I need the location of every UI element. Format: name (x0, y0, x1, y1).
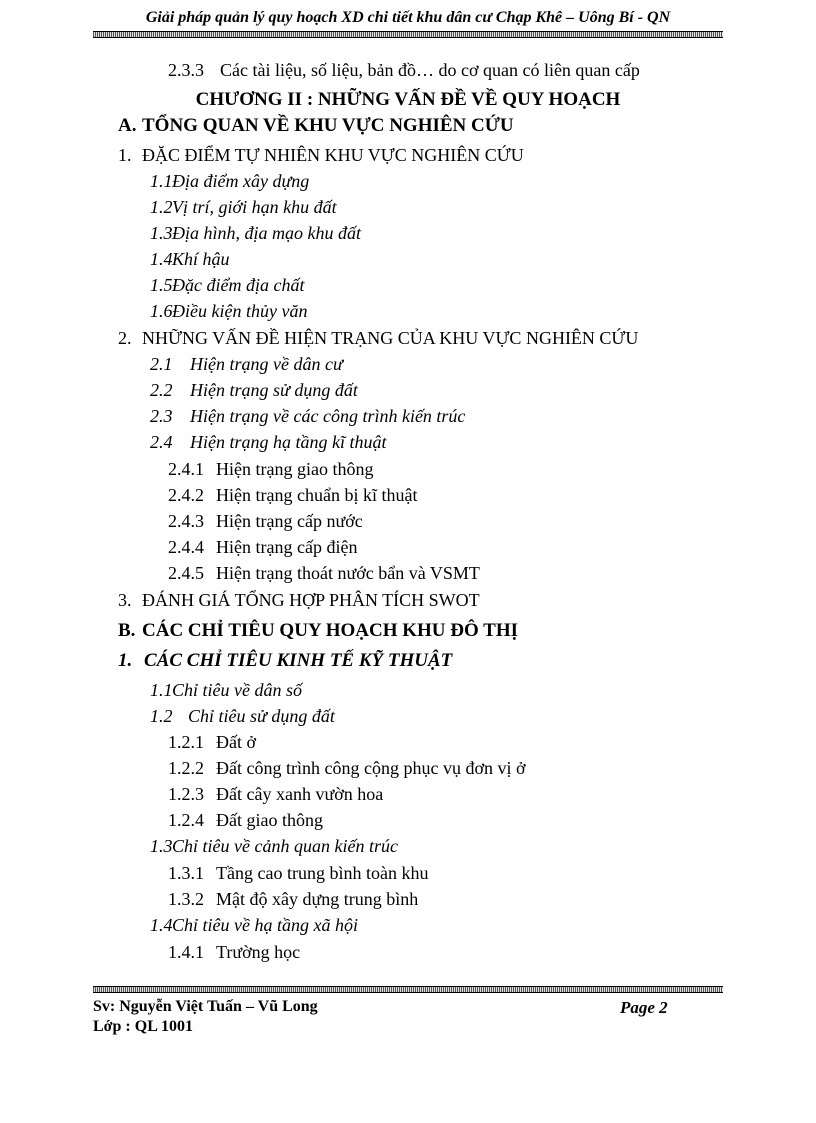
toc-entry: 2. NHỮNG VẤN ĐỀ HIỆN TRẠNG CỦA KHU VỰC NGHIÊN CỨU (118, 328, 639, 348)
toc-entry: 1.2.3 Đất cây xanh vườn hoa (168, 784, 384, 804)
toc-entry: 1.3.2 Mật độ xây dựng trung bình (168, 889, 419, 909)
toc-entry: 2.1 Hiện trạng về dân cư (150, 354, 343, 374)
page-header-title: Giải pháp quản lý quy hoạch XD chi tiết khu dân cư Chạp Khê – Uông Bí - QN (145, 9, 671, 26)
toc-entry: 1. ĐẶC ĐIỂM TỰ NHIÊN KHU VỰC NGHIÊN CỨU (118, 145, 524, 165)
toc-section-heading: A. TỔNG QUAN VỀ KHU VỰC NGHIÊN CỨU (118, 115, 514, 136)
toc-entry: 1.1Địa điểm xây dựng (150, 171, 310, 191)
toc-entry: 1.4Khí hậu (150, 249, 230, 269)
toc-entry: 1.4Chỉ tiêu về hạ tầng xã hội (150, 915, 358, 935)
footer-class: Lớp : QL 1001 (93, 1018, 193, 1035)
page-number: Page 2 (620, 998, 668, 1017)
toc-entry: 1.2Vị trí, giới hạn khu đất (150, 197, 337, 217)
toc-entry: 3. ĐÁNH GIÁ TỔNG HỢP PHÂN TÍCH SWOT (118, 590, 480, 610)
footer-divider (93, 986, 723, 993)
toc-entry: 2.4.5 Hiện trạng thoát nước bẩn và VSMT (168, 563, 480, 583)
toc-entry: 1.3Chỉ tiêu về cảnh quan kiến trúc (150, 836, 398, 856)
toc-section-heading: 1. CÁC CHỈ TIÊU KINH TẾ KỸ THUẬT (118, 650, 453, 671)
toc-section-heading: B. CÁC CHỈ TIÊU QUY HOẠCH KHU ĐÔ THỊ (118, 620, 519, 641)
toc-entry: 2.4 Hiện trạng hạ tầng kĩ thuật (150, 432, 387, 452)
toc-entry: 1.1Chỉ tiêu về dân số (150, 680, 302, 700)
header-divider (93, 31, 723, 38)
toc-entry: 1.3.1 Tầng cao trung bình toàn khu (168, 863, 429, 883)
footer-author: Sv: Nguyễn Việt Tuấn – Vũ Long (93, 998, 318, 1015)
toc-entry: 2.4.3 Hiện trạng cấp nước (168, 511, 363, 531)
toc-entry: 1.6Điều kiện thủy văn (150, 301, 308, 321)
toc-entry: 2.3 Hiện trạng về các công trình kiến trúc (150, 406, 466, 426)
toc-entry: 1.2.4 Đất giao thông (168, 810, 323, 830)
toc-entry: 2.4.2 Hiện trạng chuẩn bị kĩ thuật (168, 485, 418, 505)
toc-entry: 1.2 Chỉ tiêu sử dụng đất (150, 706, 335, 726)
toc-entry: 2.2 Hiện trạng sử dụng đất (150, 380, 358, 400)
toc-entry: 2.4.1 Hiện trạng giao thông (168, 459, 374, 479)
toc-entry: 1.2.2 Đất công trình công cộng phục vụ đơn vị ở (168, 758, 526, 778)
chapter-heading: CHƯƠNG II : NHỮNG VẤN ĐỀ VỀ QUY HOẠCH (195, 89, 621, 110)
toc-entry: 1.2.1 Đất ở (168, 732, 257, 752)
toc-entry: 1.3Địa hình, địa mạo khu đất (150, 223, 361, 243)
toc-entry: 2.4.4 Hiện trạng cấp điện (168, 537, 358, 557)
toc-entry: 1.5Đặc điểm địa chất (150, 275, 305, 295)
toc-entry: 1.4.1 Trường học (168, 942, 301, 962)
toc-entry: 2.3.3 Các tài liệu, số liệu, bản đồ… do cơ quan có liên quan cấp (168, 60, 640, 80)
